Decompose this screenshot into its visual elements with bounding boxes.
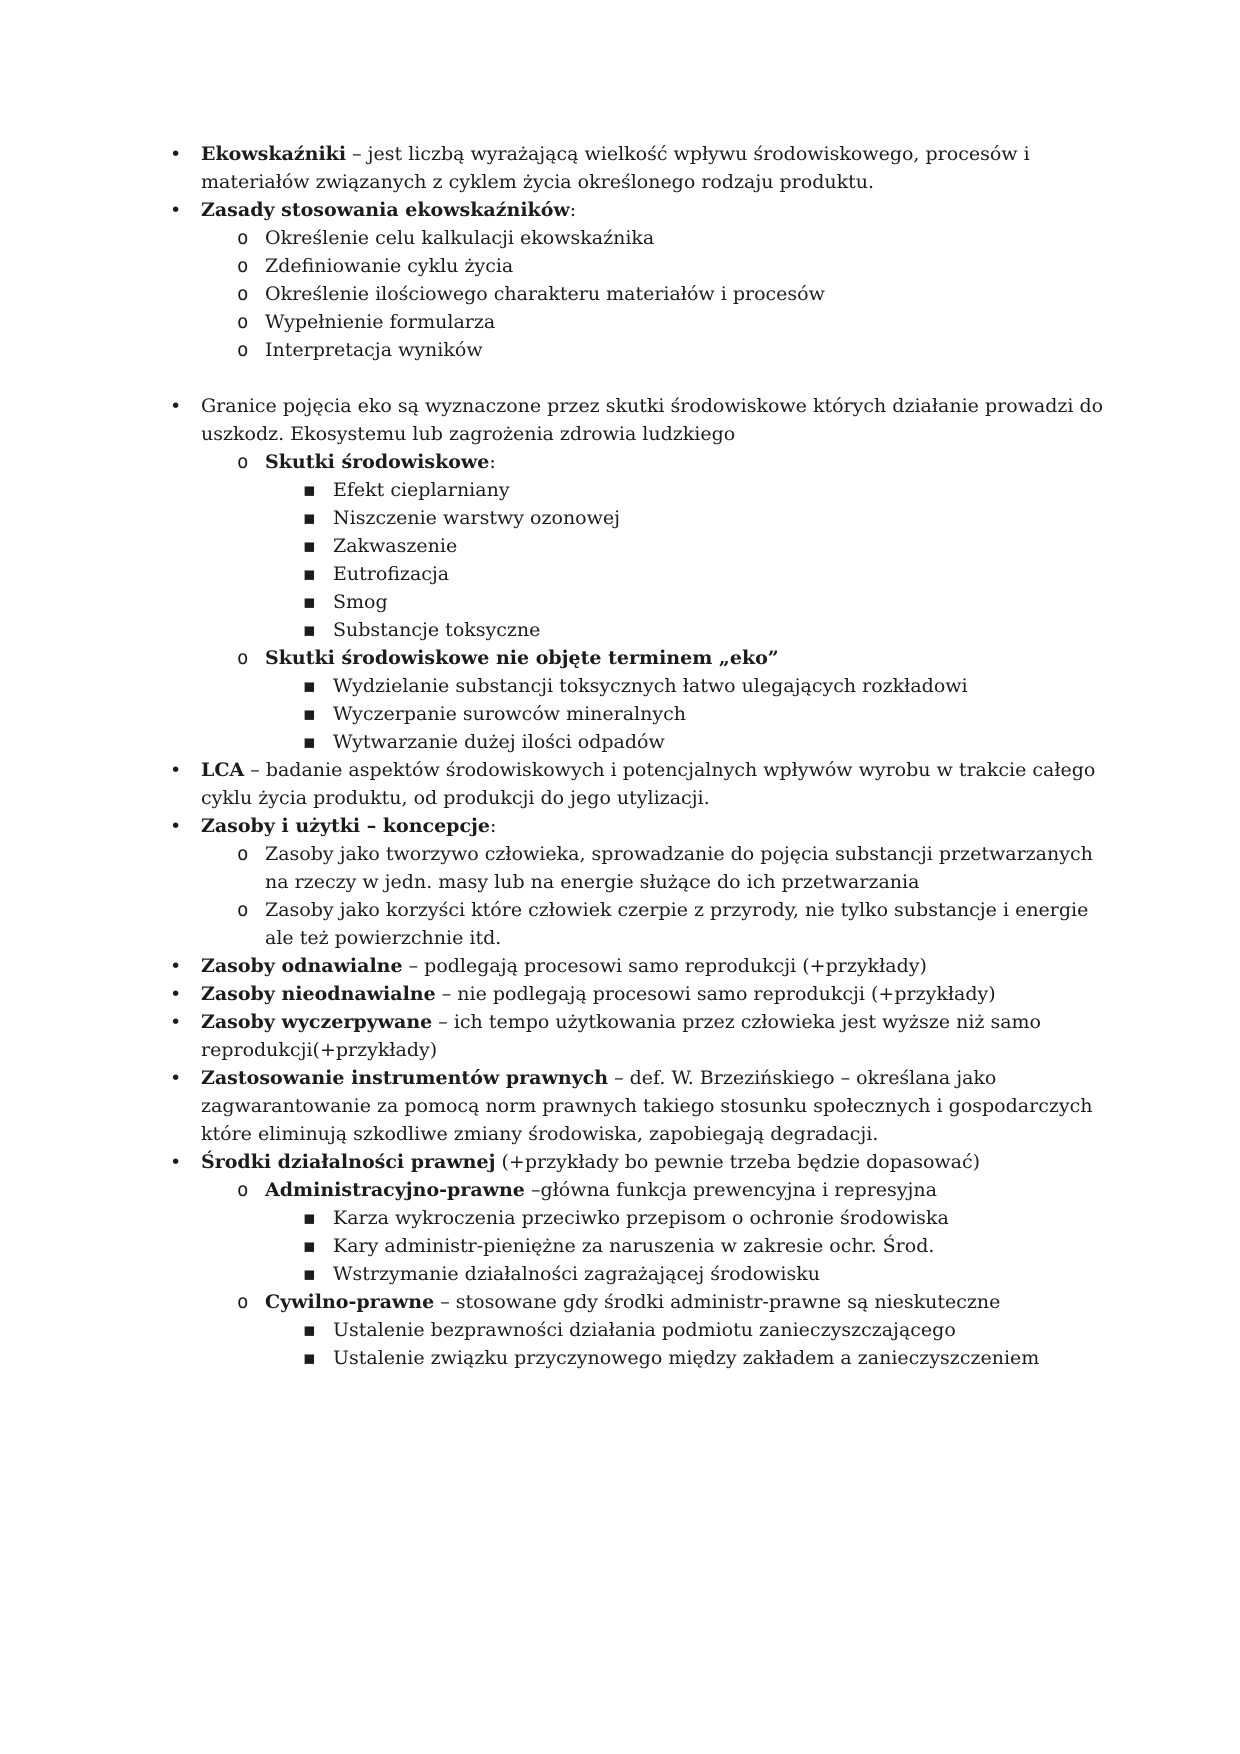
- list-item: [170, 196, 1118, 224]
- bullet-l1-icon: •: [170, 199, 182, 221]
- bullet-l2-icon: o: [237, 339, 249, 361]
- bullet-l2-icon: o: [237, 647, 249, 669]
- item-term: Skutki środowiskowe nie objęte terminem „eko”: [265, 647, 779, 669]
- bullet-l1-icon: •: [170, 815, 182, 837]
- item-text: – podlegają procesowi samo reprodukcji (+przykłady): [402, 955, 927, 977]
- list-item: [170, 532, 1118, 560]
- list-item: [170, 756, 1118, 812]
- item-text: Zakwaszenie: [333, 535, 458, 557]
- item-text: (+przykłady bo pewnie trzeba będzie dopasować): [495, 1151, 981, 1173]
- bullet-l2-icon: o: [237, 283, 249, 305]
- bullet-l2-icon: o: [237, 255, 249, 277]
- list-item: [170, 252, 1118, 280]
- bullet-l3-icon: ▪: [303, 675, 316, 697]
- item-term: LCA: [201, 759, 245, 781]
- item-text: – def. W. Brzezińskiego – określana jako zagwarantowanie za pomocą norm prawnych takiego stosunku społecznych i gospodarczych które eliminują szkodliwe zmiany środowiska, zapobiegają degradacji.: [201, 1067, 1093, 1145]
- bullet-l1-icon: •: [170, 1151, 182, 1173]
- list-item: [170, 140, 1118, 196]
- bullet-l3-icon: ▪: [303, 479, 316, 501]
- list-item: [170, 896, 1118, 952]
- bullet-l3-icon: ▪: [303, 591, 316, 613]
- item-term: Zastosowanie instrumentów prawnych: [201, 1067, 609, 1089]
- bullet-l3-icon: ▪: [303, 1235, 316, 1257]
- list-item: [170, 1008, 1118, 1064]
- item-text: Ustalenie związku przyczynowego między zakładem a zanieczyszczeniem: [333, 1347, 1040, 1369]
- bullet-l2-icon: o: [237, 899, 249, 921]
- list-item: [170, 392, 1118, 448]
- item-term: Ekowskaźniki: [201, 143, 347, 165]
- bullet-l1-icon: •: [170, 143, 182, 165]
- bullet-l1-icon: •: [170, 1011, 182, 1033]
- item-text: –główna funkcja prewencyjna i represyjna: [524, 1179, 937, 1201]
- list-item: [170, 588, 1118, 616]
- item-term: Zasoby i użytki – koncepcje: [201, 815, 490, 837]
- item-term: Zasoby nieodnawialne: [201, 983, 436, 1005]
- bullet-l3-icon: ▪: [303, 563, 316, 585]
- item-text: – nie podlegają procesowi samo reprodukcji (+przykłady): [435, 983, 996, 1005]
- item-text: :: [489, 451, 496, 473]
- bullet-l3-icon: ▪: [303, 731, 316, 753]
- item-term: Środki działalności prawnej: [201, 1151, 496, 1173]
- item-text: Zdefiniowanie cyklu życia: [265, 255, 514, 277]
- list-item: [170, 1344, 1118, 1372]
- bullet-l1-icon: •: [170, 1067, 182, 1089]
- list-item: [170, 840, 1118, 896]
- list-item: [170, 672, 1118, 700]
- bullet-l2-icon: o: [237, 843, 249, 865]
- list-item: [170, 812, 1118, 840]
- list-item: [170, 1316, 1118, 1344]
- list-item: [170, 1064, 1118, 1148]
- bullet-l1-icon: •: [170, 759, 182, 781]
- list-item: [170, 980, 1118, 1008]
- item-term: Zasoby odnawialne: [201, 955, 403, 977]
- paragraph-spacer: [170, 364, 1118, 392]
- bullet-l3-icon: ▪: [303, 535, 316, 557]
- list-item: [170, 1176, 1118, 1204]
- item-text: – badanie aspektów środowiskowych i potencjalnych wpływów wyrobu w trakcie całego cyklu życia produktu, od produkcji do jego utylizacji.: [201, 759, 1096, 809]
- item-term: Skutki środowiskowe: [265, 451, 490, 473]
- list-item: [170, 616, 1118, 644]
- list-item: [170, 1232, 1118, 1260]
- list-item: [170, 644, 1118, 672]
- item-text: Efekt cieplarniany: [333, 479, 510, 501]
- item-term: Cywilno-prawne: [265, 1291, 435, 1313]
- item-text: Wytwarzanie dużej ilości odpadów: [333, 731, 665, 753]
- bullet-l3-icon: ▪: [303, 703, 316, 725]
- item-text: Interpretacja wyników: [265, 339, 483, 361]
- bullet-l3-icon: ▪: [303, 1263, 316, 1285]
- item-text: Smog: [333, 591, 388, 613]
- list-item: [170, 1204, 1118, 1232]
- bullet-l1-icon: •: [170, 955, 182, 977]
- list-item: [170, 448, 1118, 476]
- item-text: Wstrzymanie działalności zagrażającej środowisku: [333, 1263, 821, 1285]
- list-item: [170, 280, 1118, 308]
- bullet-l3-icon: ▪: [303, 619, 316, 641]
- bullet-l2-icon: o: [237, 227, 249, 249]
- list-item: [170, 728, 1118, 756]
- item-text: Eutrofizacja: [333, 563, 450, 585]
- bullet-l1-icon: •: [170, 395, 182, 417]
- item-text: :: [569, 199, 577, 221]
- item-text: :: [489, 815, 497, 837]
- bullet-l2-icon: o: [237, 1291, 249, 1313]
- bullet-l2-icon: o: [237, 1179, 249, 1201]
- list-item: [170, 1288, 1118, 1316]
- item-term: Administracyjno-prawne: [265, 1179, 525, 1201]
- list-item: [170, 224, 1118, 252]
- list-item: [170, 308, 1118, 336]
- item-text: – ich tempo użytkowania przez człowieka jest wyższe niż samo reprodukcji(+przykłady): [201, 1011, 1041, 1061]
- item-text: Wyczerpanie surowców mineralnych: [333, 703, 686, 725]
- list-item: [170, 504, 1118, 532]
- bullet-l2-icon: o: [237, 311, 249, 333]
- item-term: Zasady stosowania ekowskaźników: [201, 199, 570, 221]
- list-item: [170, 1260, 1118, 1288]
- item-text: Substancje toksyczne: [333, 619, 541, 641]
- item-text: Wydzielanie substancji toksycznych łatwo ulegających rozkładowi: [333, 675, 968, 697]
- list-item: [170, 1148, 1118, 1176]
- list-item: [170, 700, 1118, 728]
- bullet-l2-icon: o: [237, 451, 249, 473]
- item-text: Wypełnienie formularza: [265, 311, 496, 333]
- bullet-l3-icon: ▪: [303, 1207, 316, 1229]
- item-text: Granice pojęcia eko są wyznaczone przez skutki środowiskowe których działanie prowadzi do uszkodz. Ekosystemu lub zagrożenia zdrowia ludzkiego: [201, 395, 1104, 445]
- item-text: Zasoby jako korzyści które człowiek czerpie z przyrody, nie tylko substancje i energie ale też powierzchnie itd.: [265, 899, 1089, 949]
- item-text: Ustalenie bezprawności działania podmiotu zanieczyszczającego: [333, 1319, 956, 1341]
- list-item: [170, 952, 1118, 980]
- item-text: Karza wykroczenia przeciwko przepisom o ochronie środowiska: [333, 1207, 949, 1229]
- bullet-l3-icon: ▪: [303, 1319, 316, 1341]
- item-text: Niszczenie warstwy ozonowej: [333, 507, 621, 529]
- bullet-l1-icon: •: [170, 983, 182, 1005]
- list-item: [170, 560, 1118, 588]
- item-text: Kary administr-pieniężne za naruszenia w zakresie ochr. Środ.: [333, 1235, 935, 1257]
- bullet-l3-icon: ▪: [303, 1347, 316, 1369]
- item-text: Zasoby jako tworzywo człowieka, sprowadzanie do pojęcia substancji przetwarzanych na rzeczy w jedn. masy lub na energie służące do ich przetwarzania: [265, 843, 1093, 893]
- item-text: – jest liczbą wyrażającą wielkość wpływu środowiskowego, procesów i materiałów związanych z cyklem życia określonego rodzaju produktu.: [201, 143, 1030, 193]
- list-item: [170, 336, 1118, 364]
- item-term: Zasoby wyczerpywane: [201, 1011, 433, 1033]
- item-text: Określenie ilościowego charakteru materiałów i procesów: [265, 283, 825, 305]
- item-text: – stosowane gdy środki administr-prawne są nieskuteczne: [434, 1291, 1001, 1313]
- bullet-l3-icon: ▪: [303, 507, 316, 529]
- list-item: [170, 476, 1118, 504]
- item-text: Określenie celu kalkulacji ekowskaźnika: [265, 227, 655, 249]
